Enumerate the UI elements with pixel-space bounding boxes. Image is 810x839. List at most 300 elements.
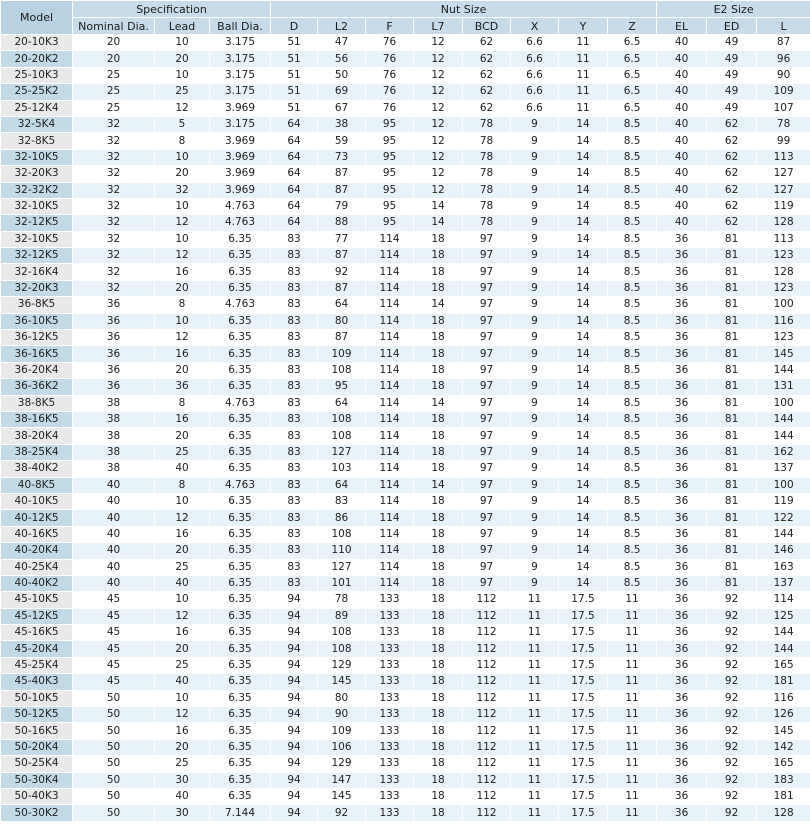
table-cell: 6.35: [210, 444, 271, 460]
table-cell: 11: [608, 772, 657, 788]
table-cell: 11: [511, 657, 559, 673]
table-cell: 40: [73, 575, 155, 591]
table-cell: 6.35: [210, 379, 271, 395]
table-cell: 97: [463, 526, 511, 542]
model-cell: 32-8K5: [1, 133, 73, 149]
table-cell: 25: [155, 444, 210, 460]
table-cell: 162: [757, 444, 810, 460]
table-cell: 83: [271, 543, 318, 559]
table-cell: 18: [414, 788, 463, 804]
table-cell: 51: [271, 35, 318, 51]
table-cell: 36: [657, 280, 707, 296]
table-cell: 17.5: [559, 641, 608, 657]
table-cell: 144: [757, 411, 810, 427]
table-row: [1, 182, 810, 198]
model-cell: 32-5K4: [1, 116, 73, 132]
model-cell: 20-20K2: [1, 51, 73, 67]
table-cell: 128: [757, 805, 810, 821]
table-cell: 14: [559, 510, 608, 526]
table-cell: 20: [155, 641, 210, 657]
table-cell: 76: [366, 84, 414, 100]
table-row: [1, 788, 810, 804]
table-cell: 81: [707, 526, 757, 542]
table-row: [1, 772, 810, 788]
table-cell: 32: [73, 133, 155, 149]
model-cell: 40-8K5: [1, 477, 73, 493]
table-cell: 14: [559, 395, 608, 411]
table-cell: 8.5: [608, 198, 657, 214]
table-cell: 25: [73, 67, 155, 83]
table-cell: 40: [155, 575, 210, 591]
table-cell: 112: [463, 690, 511, 706]
table-cell: 12: [414, 182, 463, 198]
table-cell: 6.35: [210, 641, 271, 657]
model-cell: 38-16K5: [1, 411, 73, 427]
table-cell: 97: [463, 264, 511, 280]
table-cell: 81: [707, 379, 757, 395]
table-cell: 6.35: [210, 493, 271, 509]
table-cell: 12: [155, 100, 210, 116]
table-cell: 97: [463, 346, 511, 362]
table-cell: 10: [155, 592, 210, 608]
table-cell: 32: [73, 264, 155, 280]
table-cell: 129: [318, 756, 366, 772]
table-cell: 94: [271, 805, 318, 821]
table-cell: 9: [511, 313, 559, 329]
table-cell: 49: [707, 51, 757, 67]
table-cell: 50: [73, 756, 155, 772]
table-cell: 50: [73, 788, 155, 804]
table-cell: 94: [271, 772, 318, 788]
model-cell: 32-10K5: [1, 149, 73, 165]
table-cell: 8.5: [608, 182, 657, 198]
table-cell: 6.35: [210, 559, 271, 575]
table-cell: 62: [707, 166, 757, 182]
table-cell: 9: [511, 248, 559, 264]
table-cell: 38: [318, 116, 366, 132]
table-cell: 6.35: [210, 657, 271, 673]
table-cell: 83: [271, 362, 318, 378]
table-cell: 114: [366, 395, 414, 411]
table-cell: 81: [707, 297, 757, 313]
table-cell: 50: [73, 690, 155, 706]
table-cell: 81: [707, 346, 757, 362]
table-cell: 92: [707, 657, 757, 673]
table-cell: 36: [657, 657, 707, 673]
table-cell: 51: [271, 100, 318, 116]
column-header-d: D: [271, 18, 318, 35]
table-cell: 112: [463, 608, 511, 624]
table-cell: 10: [155, 231, 210, 247]
table-cell: 126: [757, 707, 810, 723]
table-row: [1, 313, 810, 329]
table-cell: 17.5: [559, 788, 608, 804]
table-cell: 81: [707, 493, 757, 509]
table-cell: 62: [707, 215, 757, 231]
table-cell: 49: [707, 67, 757, 83]
table-cell: 18: [414, 510, 463, 526]
model-cell: 38-8K5: [1, 395, 73, 411]
table-cell: 11: [511, 608, 559, 624]
table-cell: 11: [511, 707, 559, 723]
table-cell: 8: [155, 133, 210, 149]
table-cell: 6.35: [210, 248, 271, 264]
column-header-bcd: BCD: [463, 18, 511, 35]
table-cell: 62: [707, 182, 757, 198]
table-cell: 36: [657, 346, 707, 362]
table-cell: 90: [757, 67, 810, 83]
table-cell: 14: [559, 297, 608, 313]
table-cell: 17.5: [559, 707, 608, 723]
table-cell: 25: [155, 84, 210, 100]
table-cell: 145: [757, 346, 810, 362]
table-cell: 92: [707, 805, 757, 821]
table-cell: 81: [707, 248, 757, 264]
table-cell: 10: [155, 493, 210, 509]
table-cell: 17.5: [559, 756, 608, 772]
table-cell: 18: [414, 330, 463, 346]
table-cell: 11: [559, 35, 608, 51]
table-cell: 83: [271, 428, 318, 444]
table-cell: 112: [463, 723, 511, 739]
table-cell: 3.175: [210, 67, 271, 83]
table-cell: 18: [414, 526, 463, 542]
table-cell: 18: [414, 313, 463, 329]
table-row: [1, 559, 810, 575]
table-cell: 40: [657, 35, 707, 51]
model-cell: 32-10K5: [1, 198, 73, 214]
model-cell: 40-12K5: [1, 510, 73, 526]
column-header-x: X: [511, 18, 559, 35]
column-header-el: EL: [657, 18, 707, 35]
table-cell: 18: [414, 248, 463, 264]
table-cell: 40: [657, 51, 707, 67]
table-cell: 133: [366, 756, 414, 772]
table-cell: 92: [707, 739, 757, 755]
table-cell: 14: [559, 461, 608, 477]
table-cell: 6.35: [210, 313, 271, 329]
table-cell: 25: [73, 100, 155, 116]
table-cell: 95: [366, 166, 414, 182]
table-cell: 18: [414, 707, 463, 723]
table-cell: 77: [318, 231, 366, 247]
table-cell: 14: [559, 182, 608, 198]
table-cell: 8.5: [608, 510, 657, 526]
table-cell: 87: [318, 280, 366, 296]
table-cell: 6.6: [511, 35, 559, 51]
model-cell: 50-25K4: [1, 756, 73, 772]
table-cell: 108: [318, 428, 366, 444]
model-cell: 50-20K4: [1, 739, 73, 755]
table-cell: 50: [73, 723, 155, 739]
table-cell: 62: [463, 67, 511, 83]
table-cell: 94: [271, 723, 318, 739]
table-cell: 92: [707, 772, 757, 788]
table-cell: 50: [318, 67, 366, 83]
table-cell: 32: [73, 248, 155, 264]
table-cell: 14: [559, 198, 608, 214]
table-cell: 11: [511, 625, 559, 641]
table-cell: 144: [757, 625, 810, 641]
table-cell: 50: [73, 739, 155, 755]
table-cell: 10: [155, 313, 210, 329]
table-row: [1, 198, 810, 214]
table-cell: 11: [511, 772, 559, 788]
table-cell: 78: [463, 182, 511, 198]
table-cell: 64: [271, 198, 318, 214]
table-cell: 6.35: [210, 461, 271, 477]
table-cell: 112: [463, 657, 511, 673]
model-cell: 40-40K2: [1, 575, 73, 591]
table-cell: 40: [657, 84, 707, 100]
table-cell: 14: [414, 395, 463, 411]
table-cell: 9: [511, 280, 559, 296]
table-cell: 6.35: [210, 526, 271, 542]
table-cell: 14: [414, 297, 463, 313]
table-cell: 144: [757, 362, 810, 378]
column-header-f: F: [366, 18, 414, 35]
table-cell: 30: [155, 772, 210, 788]
table-cell: 88: [318, 215, 366, 231]
table-cell: 114: [366, 575, 414, 591]
table-cell: 112: [463, 592, 511, 608]
table-cell: 94: [271, 674, 318, 690]
table-cell: 112: [463, 788, 511, 804]
column-header-y: Y: [559, 18, 608, 35]
table-cell: 92: [707, 625, 757, 641]
table-cell: 12: [155, 707, 210, 723]
column-header-ed: ED: [707, 18, 757, 35]
table-cell: 9: [511, 215, 559, 231]
table-cell: 109: [757, 84, 810, 100]
table-cell: 51: [271, 67, 318, 83]
table-cell: 18: [414, 641, 463, 657]
table-cell: 133: [366, 625, 414, 641]
table-cell: 114: [366, 411, 414, 427]
table-cell: 116: [757, 313, 810, 329]
table-cell: 119: [757, 493, 810, 509]
table-cell: 114: [366, 444, 414, 460]
table-cell: 40: [657, 198, 707, 214]
table-cell: 32: [73, 149, 155, 165]
table-cell: 87: [318, 166, 366, 182]
table-cell: 17.5: [559, 625, 608, 641]
table-cell: 81: [707, 559, 757, 575]
table-cell: 114: [366, 379, 414, 395]
table-cell: 87: [318, 248, 366, 264]
table-cell: 133: [366, 739, 414, 755]
table-cell: 112: [463, 756, 511, 772]
table-cell: 40: [155, 461, 210, 477]
table-cell: 18: [414, 362, 463, 378]
table-cell: 183: [757, 772, 810, 788]
table-cell: 64: [271, 133, 318, 149]
table-row: [1, 608, 810, 624]
table-cell: 14: [559, 248, 608, 264]
table-cell: 9: [511, 411, 559, 427]
table-cell: 80: [318, 690, 366, 706]
table-cell: 6.6: [511, 67, 559, 83]
table-cell: 3.175: [210, 51, 271, 67]
table-cell: 133: [366, 788, 414, 804]
table-row: [1, 444, 810, 460]
table-cell: 64: [318, 477, 366, 493]
table-cell: 36: [657, 625, 707, 641]
table-cell: 78: [463, 149, 511, 165]
table-cell: 50: [73, 707, 155, 723]
table-cell: 3.969: [210, 149, 271, 165]
table-cell: 18: [414, 657, 463, 673]
table-cell: 81: [707, 411, 757, 427]
model-cell: 36-10K5: [1, 313, 73, 329]
table-cell: 83: [271, 346, 318, 362]
table-cell: 11: [511, 723, 559, 739]
table-cell: 9: [511, 297, 559, 313]
model-cell: 32-12K5: [1, 215, 73, 231]
table-cell: 114: [366, 559, 414, 575]
table-cell: 14: [559, 215, 608, 231]
table-cell: 38: [73, 444, 155, 460]
table-cell: 78: [318, 592, 366, 608]
table-cell: 114: [366, 477, 414, 493]
table-cell: 45: [73, 592, 155, 608]
table-cell: 10: [155, 35, 210, 51]
table-cell: 9: [511, 116, 559, 132]
table-cell: 78: [463, 198, 511, 214]
table-cell: 9: [511, 346, 559, 362]
table-cell: 4.763: [210, 395, 271, 411]
table-cell: 36: [657, 739, 707, 755]
nut-size-group-header: Nut Size: [271, 1, 657, 18]
table-cell: 36: [657, 788, 707, 804]
table-cell: 133: [366, 723, 414, 739]
table-cell: 8.5: [608, 116, 657, 132]
table-cell: 76: [366, 35, 414, 51]
table-cell: 17.5: [559, 772, 608, 788]
model-cell: 38-40K2: [1, 461, 73, 477]
table-cell: 38: [73, 395, 155, 411]
table-cell: 11: [608, 690, 657, 706]
table-cell: 137: [757, 461, 810, 477]
table-row: [1, 411, 810, 427]
table-cell: 127: [757, 166, 810, 182]
table-cell: 9: [511, 477, 559, 493]
table-cell: 133: [366, 805, 414, 821]
table-cell: 6.35: [210, 330, 271, 346]
model-cell: 36-8K5: [1, 297, 73, 313]
table-cell: 6.35: [210, 739, 271, 755]
model-cell: 45-10K5: [1, 592, 73, 608]
table-cell: 97: [463, 543, 511, 559]
table-cell: 12: [155, 215, 210, 231]
model-cell: 32-10K5: [1, 231, 73, 247]
table-cell: 78: [463, 133, 511, 149]
table-cell: 112: [463, 707, 511, 723]
model-cell: 38-25K4: [1, 444, 73, 460]
table-cell: 36: [657, 723, 707, 739]
table-cell: 40: [73, 543, 155, 559]
table-cell: 14: [559, 116, 608, 132]
table-cell: 6.5: [608, 67, 657, 83]
table-cell: 108: [318, 526, 366, 542]
table-cell: 9: [511, 182, 559, 198]
table-cell: 100: [757, 297, 810, 313]
table-cell: 103: [318, 461, 366, 477]
table-cell: 114: [366, 346, 414, 362]
column-header-l: L: [757, 18, 810, 35]
table-cell: 11: [511, 674, 559, 690]
table-cell: 8.5: [608, 166, 657, 182]
table-cell: 18: [414, 756, 463, 772]
model-cell: 45-20K4: [1, 641, 73, 657]
model-column-header: Model: [1, 1, 73, 35]
table-cell: 92: [707, 641, 757, 657]
table-row: [1, 133, 810, 149]
model-cell: 40-16K5: [1, 526, 73, 542]
table-row: [1, 461, 810, 477]
table-cell: 14: [414, 477, 463, 493]
table-cell: 4.763: [210, 215, 271, 231]
model-cell: 32-12K5: [1, 248, 73, 264]
table-cell: 49: [707, 84, 757, 100]
table-cell: 36: [657, 559, 707, 575]
table-cell: 145: [757, 723, 810, 739]
table-cell: 83: [271, 575, 318, 591]
table-cell: 12: [414, 67, 463, 83]
table-cell: 94: [271, 707, 318, 723]
table-cell: 14: [559, 330, 608, 346]
table-cell: 25: [155, 756, 210, 772]
table-cell: 83: [271, 477, 318, 493]
model-cell: 36-12K5: [1, 330, 73, 346]
table-cell: 11: [608, 674, 657, 690]
table-cell: 97: [463, 248, 511, 264]
table-cell: 62: [463, 84, 511, 100]
table-cell: 144: [757, 428, 810, 444]
table-cell: 40: [657, 215, 707, 231]
table-cell: 18: [414, 461, 463, 477]
table-cell: 20: [155, 166, 210, 182]
table-cell: 8.5: [608, 133, 657, 149]
table-row: [1, 166, 810, 182]
table-cell: 25: [73, 84, 155, 100]
table-cell: 97: [463, 444, 511, 460]
table-row: [1, 149, 810, 165]
table-cell: 16: [155, 346, 210, 362]
table-cell: 127: [757, 182, 810, 198]
table-cell: 8: [155, 395, 210, 411]
table-row: [1, 723, 810, 739]
table-row: [1, 756, 810, 772]
table-row: [1, 297, 810, 313]
table-row: [1, 248, 810, 264]
table-cell: 97: [463, 477, 511, 493]
table-cell: 18: [414, 379, 463, 395]
table-cell: 8.5: [608, 231, 657, 247]
table-cell: 146: [757, 543, 810, 559]
table-cell: 18: [414, 231, 463, 247]
table-cell: 8.5: [608, 313, 657, 329]
table-cell: 83: [271, 411, 318, 427]
table-cell: 81: [707, 461, 757, 477]
model-cell: 38-20K4: [1, 428, 73, 444]
table-cell: 6.5: [608, 84, 657, 100]
table-cell: 50: [73, 772, 155, 788]
table-cell: 73: [318, 149, 366, 165]
table-cell: 83: [271, 395, 318, 411]
table-cell: 3.969: [210, 182, 271, 198]
table-cell: 14: [559, 346, 608, 362]
